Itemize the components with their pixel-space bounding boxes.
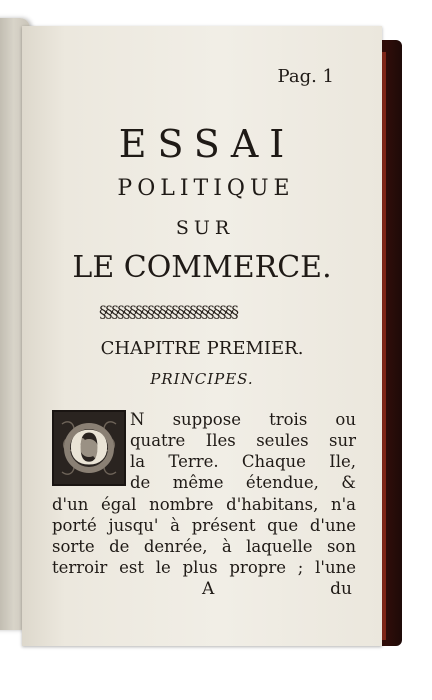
title-politique: POLITIQUE <box>117 176 295 201</box>
body-line: quatre Iles seules sur <box>130 431 356 450</box>
drop-cap <box>52 410 126 486</box>
body-line: N suppose trois ou <box>130 410 356 429</box>
body-line: sorte de denrée, à laquelle son <box>52 537 356 556</box>
title-sur: SUR <box>175 217 235 239</box>
chapter-heading: CHAPITRE PREMIER. <box>100 338 304 359</box>
page-number: Pag. 1 <box>277 66 334 87</box>
drop-cap-letter: O <box>68 421 110 475</box>
title-essai: ESSAI <box>118 122 296 166</box>
body-line: d'un égal nombre d'habitans, n'a <box>52 495 356 514</box>
title-commerce: LE COMMERCE. <box>72 250 332 285</box>
body-line: terroir est le plus propre ; l'une <box>52 558 356 577</box>
ornament-rule: §§§§§§§§§§§§§§§§§§§§§§§ <box>99 302 237 321</box>
body-line: porté jusqu' à présent que d'une <box>52 516 356 535</box>
body-line: de même étendue, & <box>130 473 356 492</box>
body-line: la Terre. Chaque Ile, <box>130 452 356 471</box>
signature-mark: A <box>202 579 215 599</box>
section-heading: PRINCIPES. <box>150 370 254 388</box>
catchword: du <box>330 579 352 599</box>
book-page <box>22 26 382 646</box>
